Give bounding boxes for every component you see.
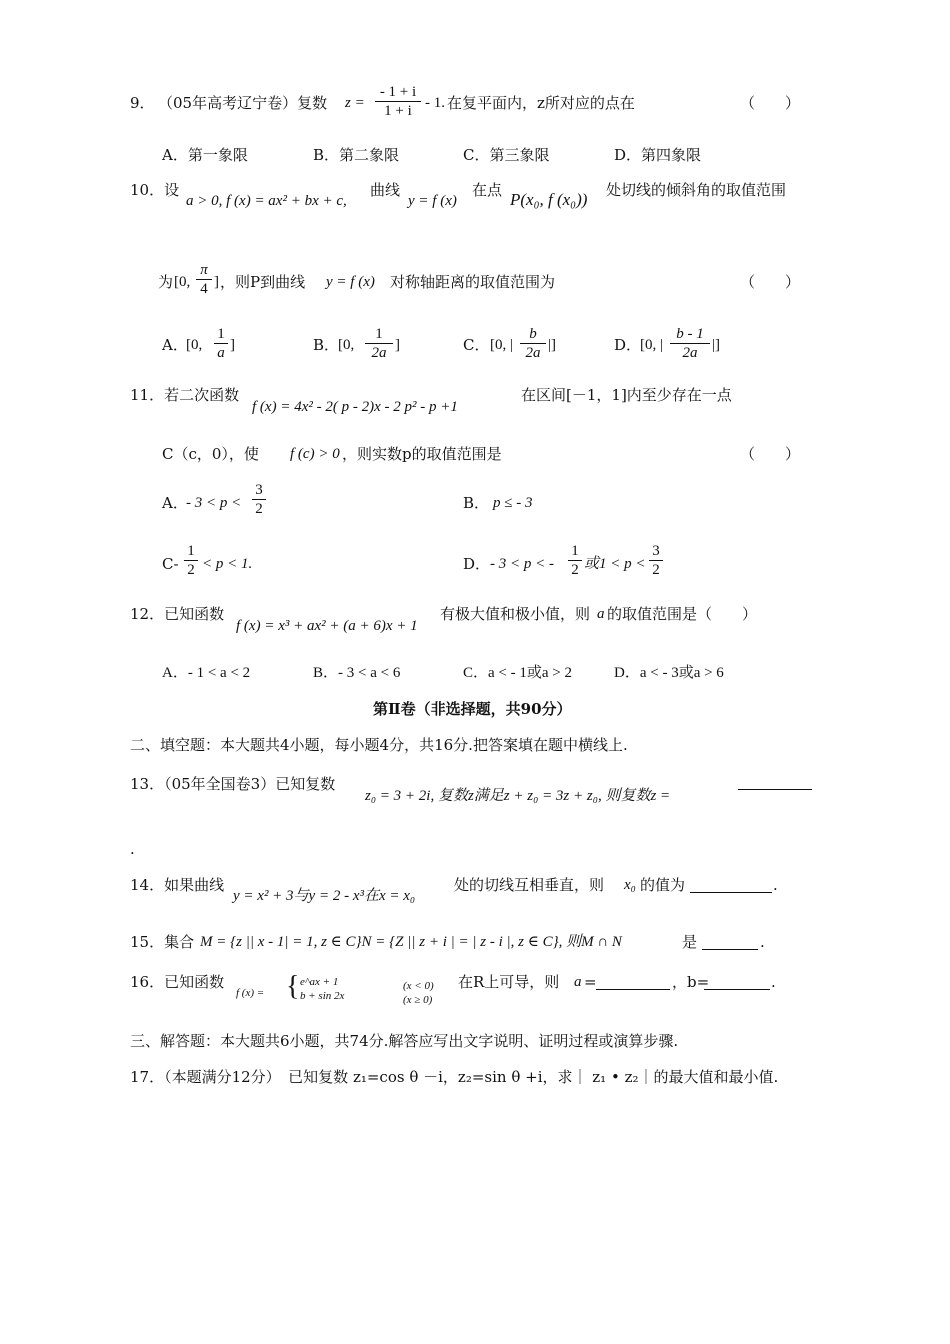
q16-brace: { [286,971,300,1002]
q16-case2: b + sin 2x [300,990,345,1002]
q10-option-a-frac [214,326,228,361]
q11-option-b-label: B． [463,494,490,512]
q10-option-c-frac [520,326,546,361]
q10-option-c-label: C． [463,336,490,354]
q11-option-d-frac1 [568,543,582,578]
q11-answer-paren: （ ） [740,445,801,463]
q11-option-a-num: 3 [255,482,263,498]
q11-option-c-label: C- [162,555,179,573]
q11-line2-a: C（c，0），使 [162,445,259,463]
q10-option-c-close: |] [548,337,556,353]
q12-a: a [597,606,605,622]
q10-option-a-close: ] [230,337,235,353]
q11-function: f (x) = 4x² - 2( p - 2)x - 2 p² - p +1 [252,399,458,415]
q10-number: 10．设 [130,181,180,199]
q13-expression: z₀ = 3 + 2i, 复数z满足z + z₀ = 3z + z₀, 则复数z = [365,788,671,804]
q13-number: 13．（05年全国卷3）已知复数 [130,775,336,793]
q9-rest: 在复平面内，z所对应的点在 [447,94,635,112]
q11-option-d-label: D． [463,555,491,573]
q14-number: 14．如果曲线 [130,876,225,894]
q10-line2-b: ，则P到曲线 [220,273,306,291]
q9-number: 9． [130,94,155,112]
q9-minus-one: - 1. [425,95,445,111]
q13-answer-blank[interactable] [738,789,812,790]
q14-end: . [773,876,778,894]
q11-option-c-den: 2 [187,562,195,578]
q11-option-d-num1: 1 [571,543,579,559]
q10-condition: a > 0, f (x) = ax² + bx + c, [186,193,347,209]
q16-cond1: (x < 0) [403,980,434,992]
q12-tail2: 的取值范围是（ ） [607,605,758,623]
q10-option-b-label: B． [313,336,340,354]
q10-answer-paren: （ ） [740,273,801,291]
q11-option-c-tail: < p < 1. [202,556,253,572]
q15-end: . [760,933,765,951]
q10-yfx: y = f (x) [408,193,457,209]
q9-frac-den: 1 + i [384,103,412,119]
q16-b-blank[interactable] [704,989,770,990]
q11-number: 11．若二次函数 [130,386,240,404]
q10-line2-c: 对称轴距离的取值范围为 [390,273,556,291]
q16-a-blank[interactable] [596,989,670,990]
q11-option-d-den1: 2 [571,562,579,578]
q11-option-b-expr: p ≤ - 3 [493,495,533,511]
q10-option-d-num: b - 1 [676,326,704,342]
q9-option-b: B．第二象限 [313,146,400,164]
q11-option-c-num: 1 [187,543,195,559]
q9-z-eq: z = [345,95,365,111]
q16-eq: = [584,973,597,991]
q15-tail: 是 [682,933,698,951]
q11-option-c-frac [184,543,198,578]
q12-option-c: C．a < - 1或a > 2 [463,665,572,681]
q10-four: 4 [200,281,208,297]
q10-option-c-num: b [529,326,537,342]
q11-option-d-den2: 2 [652,562,660,578]
q16-mid: ，b= [672,973,710,991]
q10-option-a-den: a [217,345,225,361]
fill-in-instructions: 二、填空题：本大题共4小题，每小题4分，共16分.把答案填在题中横线上. [130,736,628,754]
q9-fraction [375,84,421,119]
q10-point: P(x₀, f (x₀)) [510,190,588,209]
q16-cond2: (x ≥ 0) [403,994,433,1006]
q10-option-a-num: 1 [217,326,225,342]
q10-option-d-open: [0, | [640,337,663,353]
q12-number: 12．已知函数 [130,605,225,623]
q10-option-a-label: A． [162,336,188,354]
q9-option-c: C．第三象限 [463,146,550,164]
q11-line2-c: ，则实数p的取值范围是 [342,445,502,463]
q10-tail: 处切线的倾斜角的取值范围 [606,181,787,199]
section-2-title: 第Ⅱ卷（非选择题，共90分） [373,700,572,718]
solve-instructions: 三、解答题：本大题共6小题，共74分.解答应写出文字说明、证明过程或演算步骤. [130,1032,679,1050]
q16-f-label: f (x) = [236,987,265,999]
q10-option-b-close: ] [395,337,400,353]
q12-tail: 有极大值和极小值，则 [440,605,591,623]
q11-line2-b: f (c) > 0 [290,446,340,462]
q17-text: 17．（本题满分12分） 已知复数 z₁=cos θ －i，z₂=sin θ +i，求｜ z₁ • z₂｜的最大值和最小值. [130,1068,779,1086]
q9-option-d: D．第四象限 [614,146,702,164]
q11-option-d-frac2 [649,543,663,578]
q15-answer-blank[interactable] [702,949,758,950]
q11-option-a-label: A． [162,494,188,512]
q11-option-a-expr: - 3 < p < [186,495,242,511]
q11-tail: 在区间[－1，1]内至少存在一点 [521,386,732,404]
q10-option-c-den: 2a [525,345,541,361]
q12-function: f (x) = x³ + ax² + (a + 6)x + 1 [236,618,418,634]
q9-source: （05年高考辽宁卷）复数 [158,94,328,112]
q16-tail: 在R上可导，则 [458,973,560,991]
q14-x0: x₀ [624,877,636,893]
q11-option-d-num2: 3 [652,543,660,559]
q10-option-b-den: 2a [371,345,387,361]
q10-interval-left: [0, [174,274,191,290]
q11-option-a-frac [252,482,266,517]
q10-line2-a: 为 [158,273,174,291]
q12-option-a: A．- 1 < a < 2 [162,665,251,681]
q10-option-b-open: [0, [338,337,355,353]
q10-option-b-num: 1 [375,326,383,342]
q14-answer-blank[interactable] [690,892,772,893]
q10-interval-right: ] [214,274,219,290]
q9-answer-paren: （ ） [740,94,801,112]
q16-a: a [574,974,582,990]
q10-curve-label: 曲线 [370,181,401,199]
q10-option-d-den: 2a [682,345,698,361]
q16-number: 16．已知函数 [130,973,225,991]
q10-option-b-frac [365,326,393,361]
q15-expression: M = {z || x - 1| = 1, z ∈ C}N = {Z || z + i | = | z - i |, z ∈ C}, 则M ∩ N [200,934,622,950]
q16-case1: e^ax + 1 [300,976,339,988]
q10-at-point: 在点 [472,181,503,199]
q12-option-d: D．a < - 3或a > 6 [614,665,724,681]
q10-option-d-close: |] [712,337,720,353]
q10-option-d-frac [670,326,710,361]
q11-option-d-expr: - 3 < p < - [490,556,554,572]
q16-end: . [771,973,776,991]
q15-number: 15．集合 [130,933,195,951]
q11-option-a-den: 2 [255,501,263,517]
q10-option-a-open: [0, [186,337,203,353]
q14-tail: 处的切线互相垂直，则 [454,876,605,894]
q14-expression: y = x² + 3与y = 2 - x³在x = x₀ [233,888,416,904]
q13-period: . [130,840,135,858]
q11-option-d-or: 或1 < p < [584,556,646,572]
q10-pi-over-4 [196,262,212,297]
q10-option-d-label: D． [614,336,642,354]
q10-pi: π [200,262,208,278]
q10-line2-yfx: y = f (x) [326,274,375,290]
q14-tail2: 的值为 [640,876,686,894]
q10-option-c-open: [0, | [490,337,513,353]
q12-option-b: B．- 3 < a < 6 [313,665,401,681]
q9-option-a: A．第一象限 [162,146,248,164]
q9-frac-num: - 1 + i [379,84,417,100]
